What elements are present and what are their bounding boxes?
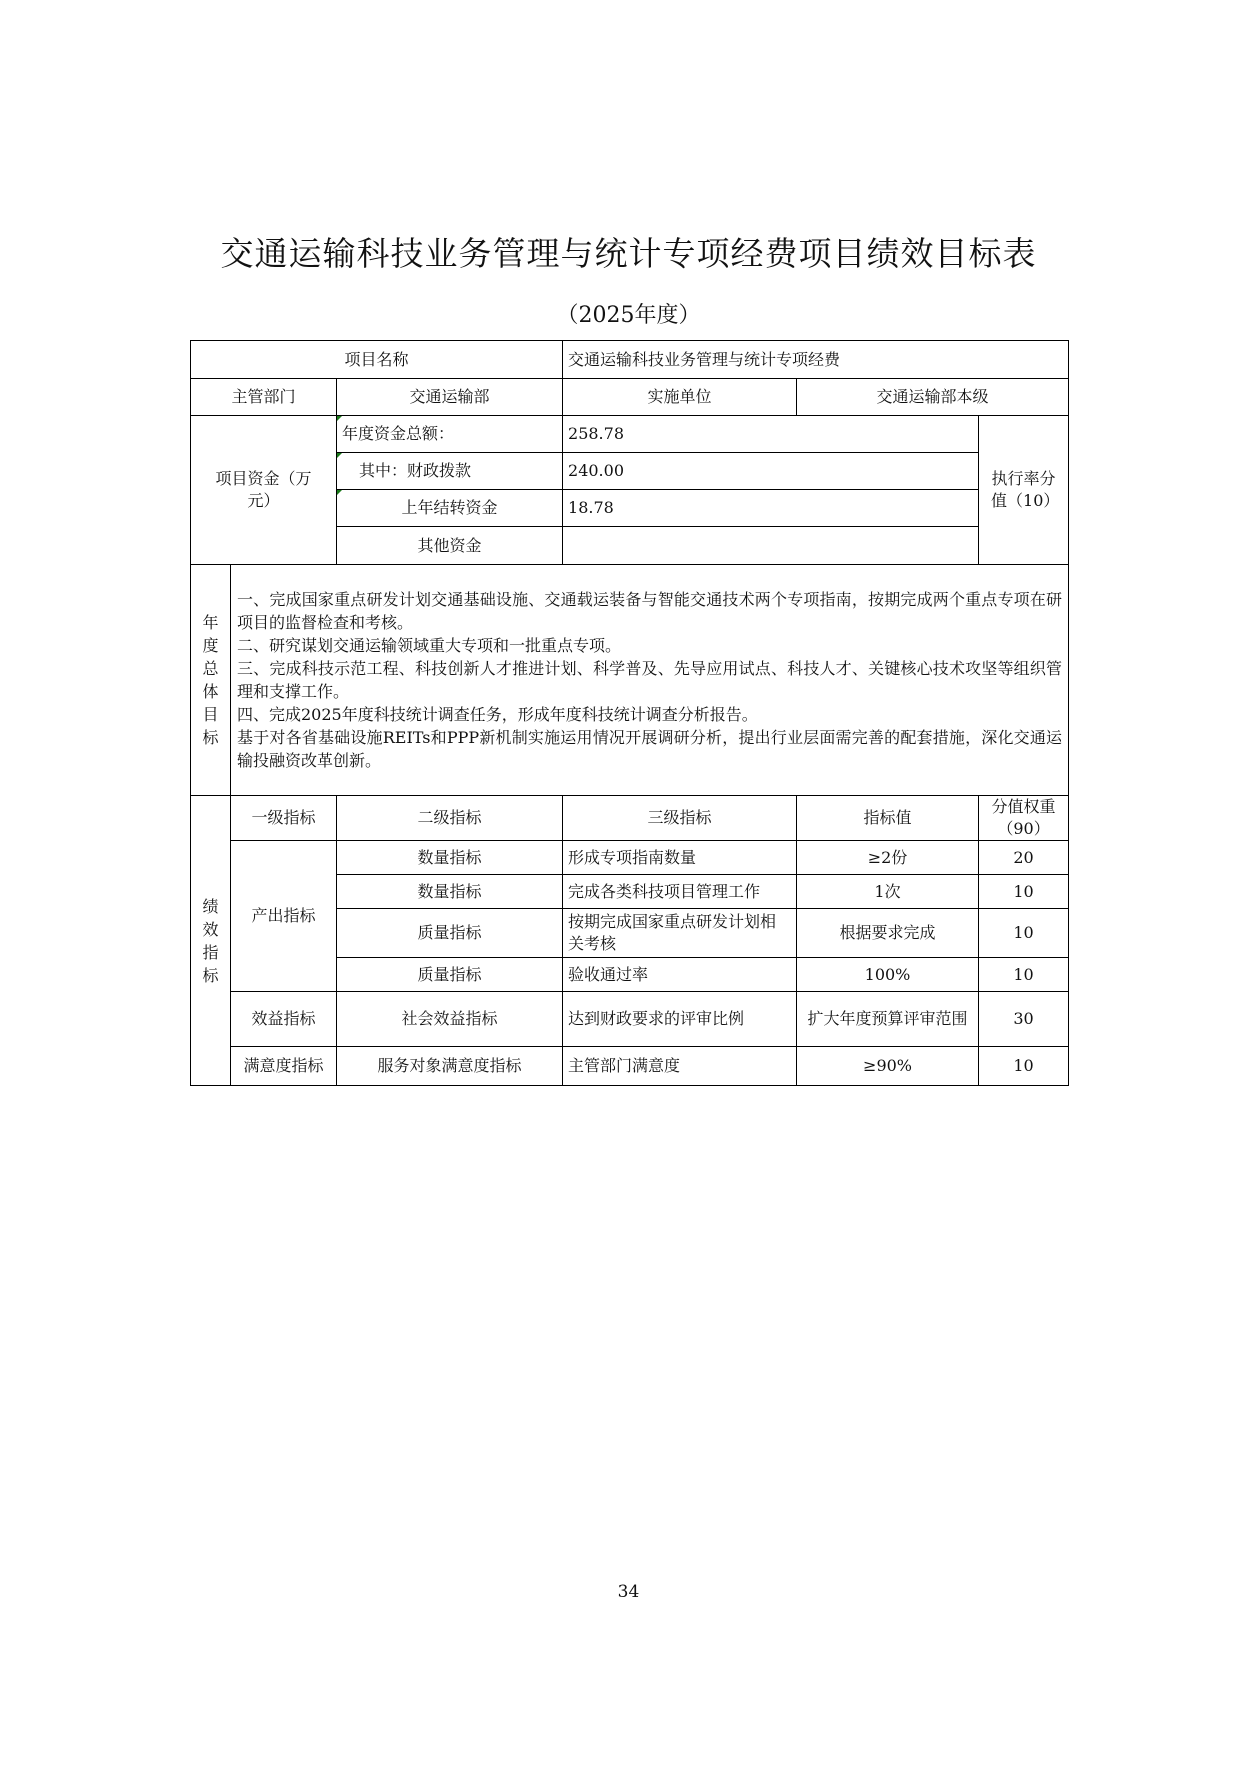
- dept-label: 主管部门: [191, 379, 337, 416]
- output-l3: 形成专项指南数量: [563, 841, 797, 875]
- satisfaction-label: 满意度指标: [231, 1047, 337, 1086]
- output-l2: 质量指标: [337, 958, 563, 992]
- table-row: [191, 992, 1069, 1047]
- output-weight: 20: [979, 841, 1069, 875]
- impl-label: 实施单位: [563, 379, 797, 416]
- annual-goal-item: 一、完成国家重点研发计划交通基础设施、交通载运装备与智能交通技术两个专项指南，按期完成两个重点专项在研项目的监督检查和考核。: [237, 590, 1063, 632]
- satisfaction-weight: 10: [979, 1047, 1069, 1086]
- annual-goal-label-text: 年度总体目标: [202, 613, 219, 747]
- output-l2: 数量指标: [337, 841, 563, 875]
- annual-goals: [231, 565, 1069, 796]
- output-l3: 验收通过率: [563, 958, 797, 992]
- page-number: 34: [617, 1582, 640, 1602]
- header-level2: 二级指标: [337, 796, 563, 841]
- project-name-value: 交通运输科技业务管理与统计专项经费: [563, 341, 1069, 379]
- output-weight: 10: [979, 958, 1069, 992]
- output-label: 产出指标: [231, 841, 337, 992]
- benefit-l3: 达到财政要求的评审比例: [563, 992, 797, 1047]
- fund-total-value: 258.78: [563, 416, 979, 453]
- annual-goal-item: 四、完成2025年度科技统计调查任务，形成年度科技统计调查分析报告。: [237, 705, 758, 724]
- fund-carryover-value: 18.78: [563, 490, 979, 527]
- page-subtitle: （2025年度）: [556, 303, 701, 328]
- table-row: [191, 1047, 1069, 1086]
- fund-total-label: 年度资金总额：: [337, 416, 563, 453]
- annual-goal-item: 三、完成科技示范工程、科技创新人才推进计划、科学普及、先导应用试点、科技人才、关键核心技术攻坚等组织管理和支撑工作。: [237, 659, 1063, 701]
- satisfaction-l3: 主管部门满意度: [563, 1047, 797, 1086]
- table-row: [191, 796, 1069, 841]
- output-l3: 完成各类科技项目管理工作: [563, 875, 797, 909]
- header-value: 指标值: [797, 796, 979, 841]
- table-row: [191, 379, 1069, 416]
- table-row: [191, 416, 1069, 453]
- page-title: 交通运输科技业务管理与统计专项经费项目绩效目标表: [220, 234, 1037, 273]
- funds-label: 项目资金（万元）: [191, 416, 337, 565]
- output-value: 1次: [797, 875, 979, 909]
- fund-carryover-label: 上年结转资金: [337, 490, 563, 527]
- fund-fiscal-value: 240.00: [563, 453, 979, 490]
- table-row: [191, 341, 1069, 379]
- output-l2: 数量指标: [337, 875, 563, 909]
- satisfaction-l2: 服务对象满意度指标: [337, 1047, 563, 1086]
- table-row: [191, 841, 1069, 875]
- annual-goal-item: 二、研究谋划交通运输领域重大专项和一批重点专项。: [237, 636, 622, 655]
- output-value: 根据要求完成: [797, 909, 979, 958]
- perf-label: [191, 796, 231, 1086]
- benefit-label: 效益指标: [231, 992, 337, 1047]
- satisfaction-value: ≥90%: [797, 1047, 979, 1086]
- output-value: 100%: [797, 958, 979, 992]
- perf-label-text: 绩效指标: [202, 896, 219, 985]
- fund-fiscal-label: 其中：财政拨款: [337, 453, 563, 490]
- exec-rate-label: 执行率分值（10）: [979, 416, 1069, 565]
- impl-value: 交通运输部本级: [797, 379, 1069, 416]
- annual-goal-label: [191, 565, 231, 796]
- annual-goal-item: 基于对各省基础设施REITs和PPP新机制实施运用情况开展调研分析，提出行业层面需完善的配套措施，深化交通运输投融资改革创新。: [237, 728, 1063, 770]
- fund-other-label: 其他资金: [337, 527, 563, 565]
- header-weight: 分值权重（90）: [979, 796, 1069, 841]
- table-row: [191, 565, 1069, 796]
- header-level1: 一级指标: [231, 796, 337, 841]
- output-weight: 10: [979, 875, 1069, 909]
- benefit-l2: 社会效益指标: [337, 992, 563, 1047]
- header-level3: 三级指标: [563, 796, 797, 841]
- performance-target-table: [190, 340, 1069, 1086]
- benefit-value: 扩大年度预算评审范围: [797, 992, 979, 1047]
- output-l3: 按期完成国家重点研发计划相关考核: [563, 909, 797, 958]
- fund-other-value: [563, 527, 979, 565]
- output-weight: 10: [979, 909, 1069, 958]
- dept-value: 交通运输部: [337, 379, 563, 416]
- output-value: ≥2份: [797, 841, 979, 875]
- output-l2: 质量指标: [337, 909, 563, 958]
- project-name-label: 项目名称: [191, 341, 563, 379]
- benefit-weight: 30: [979, 992, 1069, 1047]
